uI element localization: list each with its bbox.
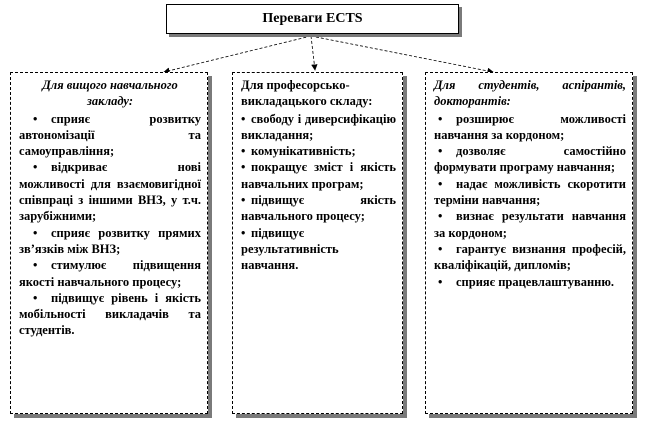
bullet-icon: • xyxy=(241,160,246,175)
students-benefits-list xyxy=(434,111,626,290)
list-item: • дозволяє самостійно формувати програму навчання; xyxy=(434,144,626,175)
bullet-icon: • xyxy=(438,111,443,126)
list-item: • підвищує якість навчального процесу; xyxy=(241,193,396,224)
list-item: • розширює можливості навчання за кордоном; xyxy=(434,111,626,142)
list-item: • відкриває нові можливості для взаємовигідної співпраці з іншими ВНЗ, у т.ч. зарубіжними; xyxy=(19,160,201,224)
arrow-to-faculty xyxy=(311,36,315,70)
list-item: • підвищує результативність навчання. xyxy=(241,225,339,273)
bullet-icon: • xyxy=(438,241,443,256)
bullet-icon: • xyxy=(438,274,443,289)
bullet-icon: • xyxy=(33,160,38,175)
list-item: • комунікативність; xyxy=(241,144,356,159)
list-item: • сприяє працевлаштуванню. xyxy=(434,274,626,290)
list-item: • надає можливість скоротити терміни навчання; xyxy=(434,176,626,208)
title-text: Переваги ECTS xyxy=(262,11,363,26)
bullet-icon: • xyxy=(241,144,246,159)
ects-advantages-title xyxy=(166,4,459,34)
students-heading: Для студентів, аспірантів, докторантів: xyxy=(434,78,626,109)
list-item: • підвищує рівень і якість мобільності викладачів та студентів. xyxy=(19,290,201,338)
institution-benefits-list xyxy=(19,111,201,339)
list-item: • визнає результати навчання за кордоном; xyxy=(434,209,626,240)
bullet-icon: • xyxy=(33,111,38,126)
institution-column xyxy=(10,72,208,414)
arrow-to-students xyxy=(311,36,493,72)
institution-heading: Для вищого навчального закладу: xyxy=(42,78,178,109)
list-item: • сприяє розвитку прямих зв’язків між ВНЗ; xyxy=(19,225,201,256)
list-item: • покращує зміст і якість навчальних програм; xyxy=(241,160,396,191)
faculty-benefits-list xyxy=(241,111,396,274)
bullet-icon: • xyxy=(438,209,443,224)
list-item: • сприяє розвитку автономізації та самоуправління; xyxy=(19,111,201,159)
bullet-icon: • xyxy=(438,144,443,159)
arrow-to-institution xyxy=(164,36,311,72)
list-item: • свободу і диверсифікацію викладання; xyxy=(241,111,396,142)
students-column xyxy=(425,72,633,414)
bullet-icon: • xyxy=(438,176,443,191)
list-item: • гарантує визнання професій, кваліфікацій, дипломів; xyxy=(434,241,626,273)
bullet-icon: • xyxy=(33,258,38,273)
list-item: • стимулює підвищення якості навчального процесу; xyxy=(19,258,201,289)
faculty-column xyxy=(232,72,403,414)
bullet-icon: • xyxy=(241,225,246,240)
bullet-icon: • xyxy=(241,193,246,208)
bullet-icon: • xyxy=(33,290,38,305)
faculty-heading: Для професорсько-викладацького складу: xyxy=(241,78,373,109)
bullet-icon: • xyxy=(241,111,246,126)
bullet-icon: • xyxy=(33,225,38,240)
